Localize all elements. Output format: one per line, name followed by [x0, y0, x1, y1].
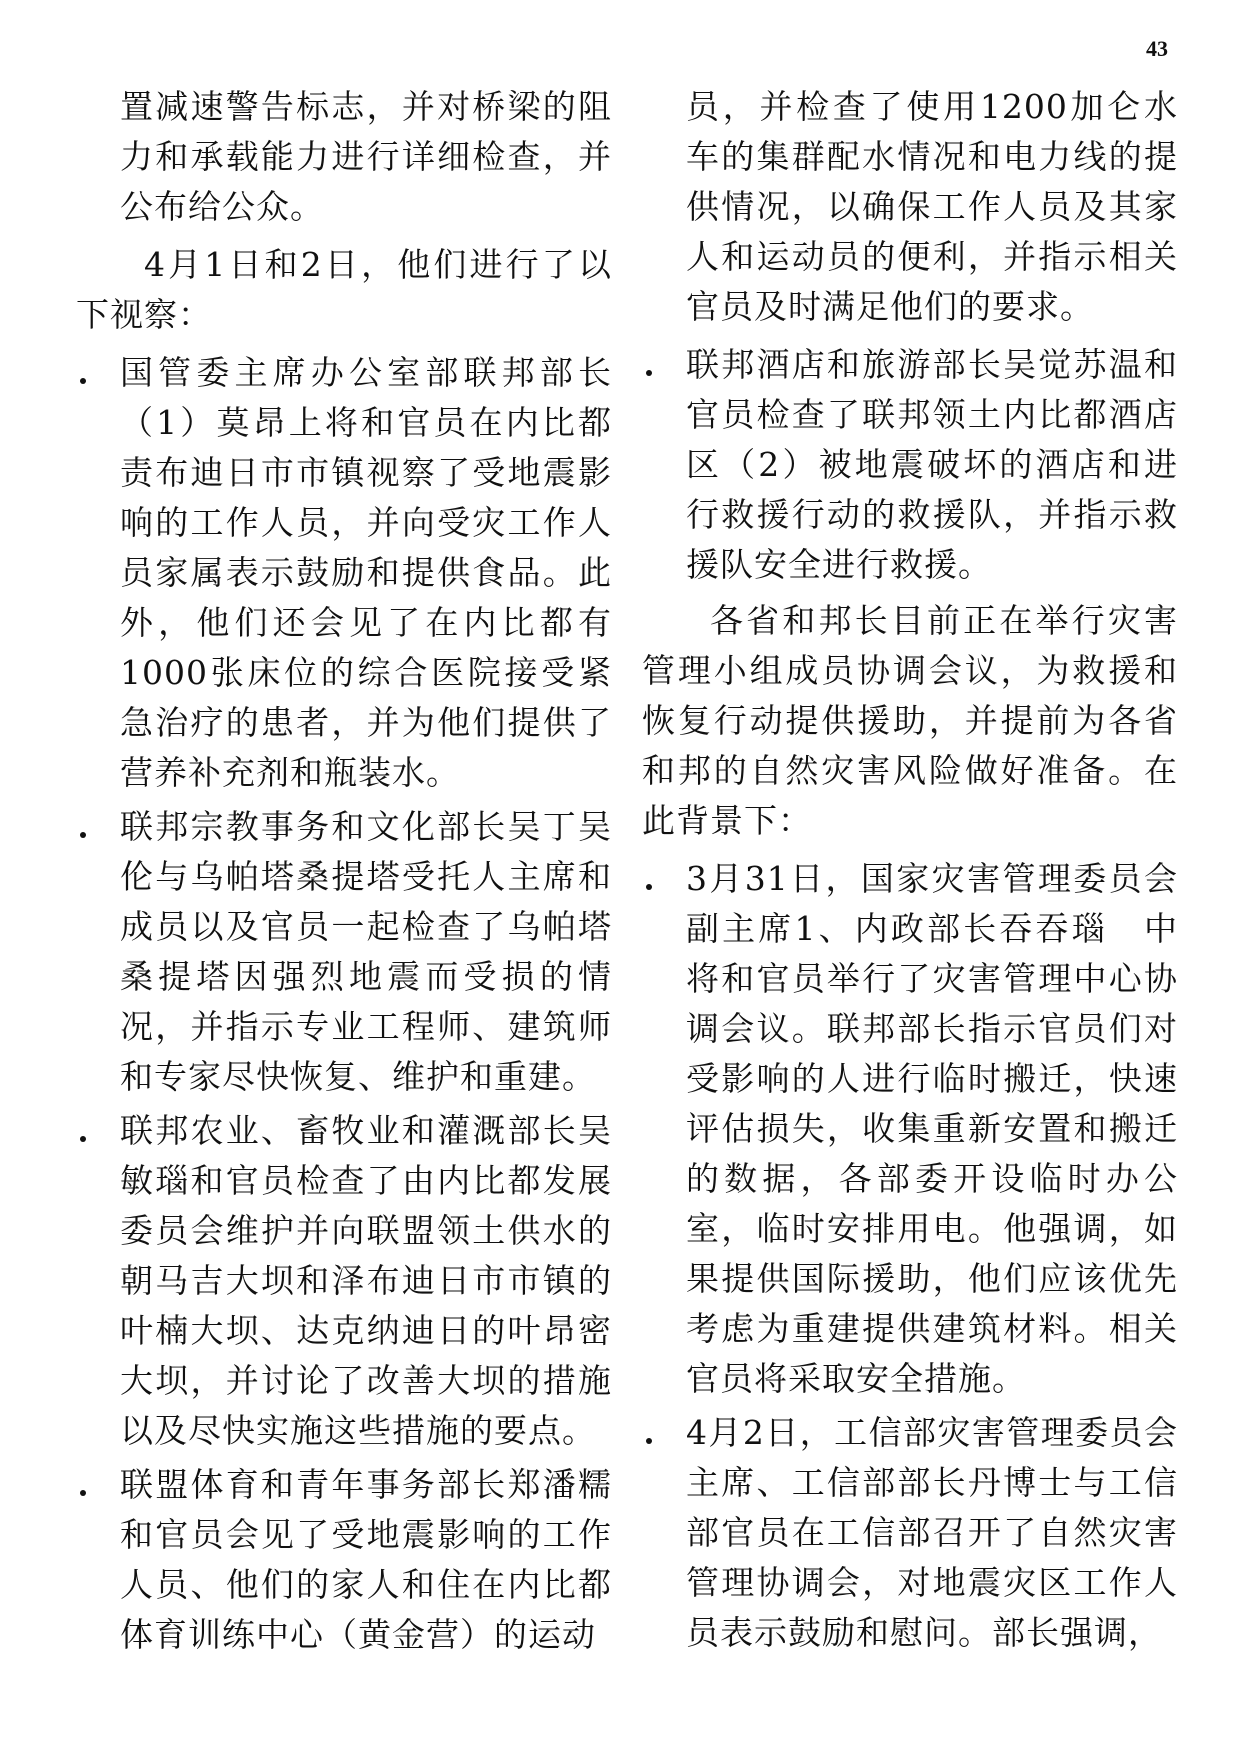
continuation-paragraph: 员，并检查了使用1200加仑水车的集群配水情况和电力线的提供情况，以确保工作人员及其家人和运动员的便利，并指示相关官员及时满足他们的要求。	[686, 87, 1178, 326]
list-item: 联盟体育和青年事务部长郑潘糯和官员会见了受地震影响的工作人员、他们的家人和住在内比都体育训练中心（黄金营）的运动	[76, 1460, 612, 1660]
list-item: 联邦宗教事务和文化部长吴丁吴伦与乌帕塔桑提塔受托人主席和成员以及官员一起检查了乌帕塔桑提塔因强烈地震而受损的情况，并指示专业工程师、建筑师和专家尽快恢复、维护和重建。	[76, 802, 612, 1102]
continuation-paragraph: 置减速警告标志，并对桥梁的阻力和承载能力进行详细检查，并公布给公众。	[120, 87, 612, 226]
page-number: 43	[1146, 36, 1168, 61]
body-paragraph: 各省和邦长目前正在举行灾害管理小组成员协调会议，为救援和恢复行动提供援助，并提前为各省和邦的自然灾害风险做好准备。在此背景下：	[642, 601, 1178, 840]
left-column	[76, 82, 612, 1666]
intro-paragraph: 4月1日和2日，他们进行了以下视察：	[76, 245, 612, 334]
inspection-list-continued	[642, 340, 1178, 590]
inspection-list	[76, 348, 612, 1660]
list-item: 4月2日，工信部灾害管理委员会主席、工信部部长丹博士与工信部官员在工信部召开了自然灾害管理协调会，对地震灾区工作人员表示鼓励和慰问。部长强调，	[642, 1408, 1178, 1658]
list-item: 3月31日，国家灾害管理委员会副主席1、内政部长吞吞瑙 中将和官员举行了灾害管理中心协调会议。联邦部长指示官员们对受影响的人进行临时搬迁，快速评估损失，收集重新安置和搬迁的数据，各部委开设临时办公室，临时安排用电。他强调，如果提供国际援助，他们应该优先考虑为重建提供建筑材料。相关官员将采取安全措施。	[642, 854, 1178, 1404]
list-item: 国管委主席办公室部联邦部长（1）莫昂上将和官员在内比都责布迪日市市镇视察了受地震影响的工作人员，并向受灾工作人员家属表示鼓励和提供食品。此外，他们还会见了在内比都有1000张床位的综合医院接受紧急治疗的患者，并为他们提供了营养补充剂和瓶装水。	[76, 348, 612, 798]
list-item: 联邦农业、畜牧业和灌溉部长吴敏瑙和官员检查了由内比都发展委员会维护并向联盟领土供水的朝马吉大坝和泽布迪日市市镇的叶楠大坝、达克纳迪日的叶昂密大坝，并讨论了改善大坝的措施以及尽快实施这些措施的要点。	[76, 1106, 612, 1456]
right-column	[642, 82, 1178, 1664]
meeting-list	[642, 854, 1178, 1658]
list-item: 联邦酒店和旅游部长吴觉苏温和官员检查了联邦领土内比都酒店区（2）被地震破坏的酒店和进行救援行动的救援队，并指示救援队安全进行救援。	[642, 340, 1178, 590]
